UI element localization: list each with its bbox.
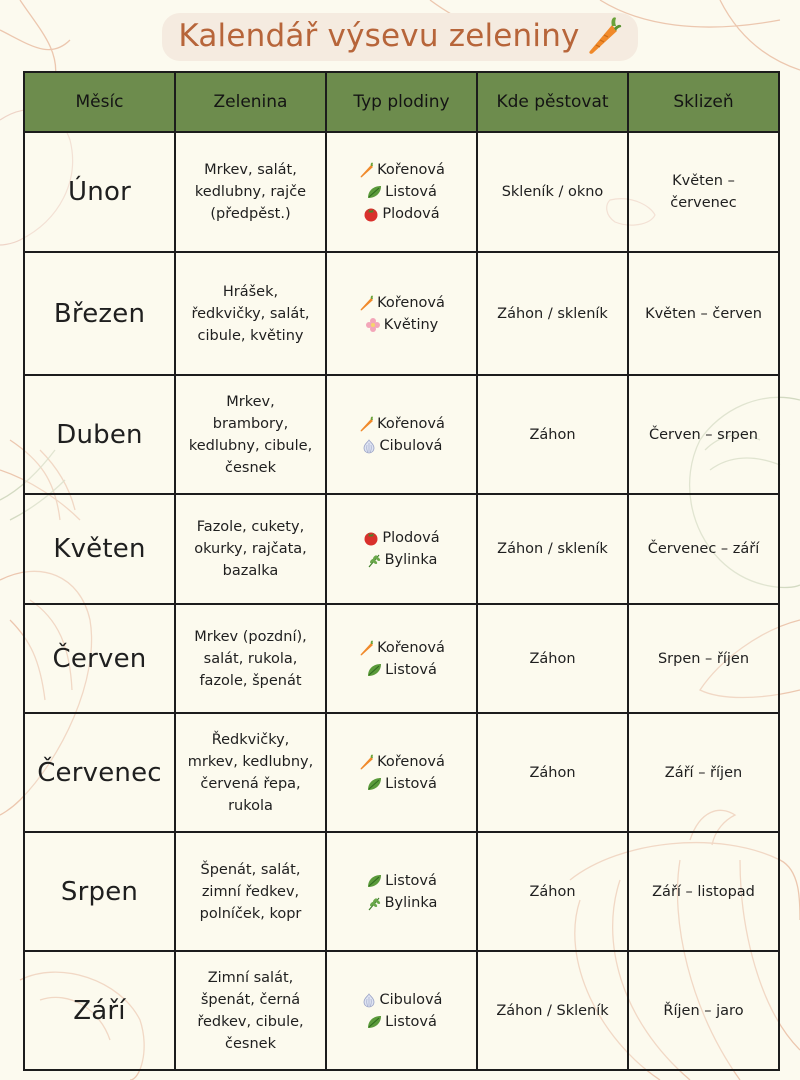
vegetables-line: kedlubny, cibule, <box>188 437 313 454</box>
crop-type-label: Květiny <box>383 316 439 333</box>
crop-type-korenova <box>333 413 470 435</box>
vegetables-line: (předpěst.) <box>210 206 291 222</box>
crop-type-cell <box>326 951 477 1070</box>
harvest-line: Červen – srpen <box>649 426 758 443</box>
crop-type-cell <box>326 375 477 494</box>
crop-type-cibulova <box>333 435 470 457</box>
leaf-icon <box>366 776 382 792</box>
crop-type-korenova <box>333 159 470 181</box>
table-body <box>24 132 779 1070</box>
crop-type-listova <box>333 659 470 681</box>
month-cell: Květen <box>24 494 175 604</box>
crop-type-listova <box>333 181 470 203</box>
month-cell: Duben <box>24 375 175 494</box>
vegetables-line: Ředkvičky, <box>211 731 290 748</box>
vegetables-line: cibule, květiny <box>197 327 304 344</box>
tomato-icon <box>363 206 379 222</box>
harvest-cell <box>628 132 779 252</box>
crop-type-cell <box>326 132 477 252</box>
carrot-icon <box>358 754 374 770</box>
leaf-icon <box>366 873 382 889</box>
vegetables-line: bazalka <box>222 563 279 579</box>
crop-type-cell <box>326 252 477 375</box>
crop-type-label: Cibulová <box>379 437 443 454</box>
harvest-line: Květen – červen <box>645 305 762 322</box>
harvest-cell <box>628 494 779 604</box>
vegetables-line: Špenát, salát, <box>200 861 301 878</box>
header-crop-type: Typ plodiny <box>326 72 477 132</box>
crop-type-label: Kořenová <box>377 639 445 656</box>
harvest-line: Srpen – říjen <box>657 650 750 667</box>
garlic-icon <box>361 992 377 1008</box>
harvest-cell <box>628 375 779 494</box>
vegetables-cell <box>175 494 326 604</box>
crop-type-cell <box>326 604 477 713</box>
crop-type-label: Kořenová <box>377 294 445 311</box>
vegetables-line: mrkev, kedlubny, <box>187 753 314 770</box>
harvest-line: Květen – <box>672 173 735 189</box>
crop-type-label: Listová <box>385 1013 437 1030</box>
where-to-grow-cell: Záhon / Skleník <box>477 951 628 1070</box>
crop-type-label: Bylinka <box>384 552 438 568</box>
table-row <box>24 832 779 951</box>
table-header-row <box>24 72 779 132</box>
vegetables-line: červená řepa, <box>200 775 301 792</box>
vegetables-cell <box>175 604 326 713</box>
month-cell: Březen <box>24 252 175 375</box>
vegetables-line: brambory, <box>212 415 289 432</box>
crop-type-cell <box>326 713 477 832</box>
tomato-icon <box>363 530 379 546</box>
harvest-line: červenec <box>670 195 737 211</box>
month-cell: Červen <box>24 604 175 713</box>
herb-icon <box>366 552 382 568</box>
vegetables-line: česnek <box>225 459 276 476</box>
header-month: Měsíc <box>24 72 175 132</box>
crop-type-kvetiny <box>333 314 470 336</box>
header-vegetables: Zelenina <box>175 72 326 132</box>
table-row <box>24 132 779 252</box>
vegetables-line: ředkev, cibule, <box>197 1013 304 1030</box>
where-to-grow-cell: Skleník / okno <box>477 132 628 252</box>
harvest-cell <box>628 832 779 951</box>
leaf-icon <box>366 184 382 200</box>
crop-type-korenova <box>333 751 470 773</box>
crop-type-label: Kořenová <box>377 415 445 432</box>
crop-type-cell <box>326 494 477 604</box>
harvest-line: Září – listopad <box>652 883 755 900</box>
vegetables-line: ředkvičky, salát, <box>191 305 310 322</box>
crop-type-bylinka <box>333 892 470 914</box>
vegetables-line: salát, rukola, <box>203 650 298 667</box>
crop-type-label: Plodová <box>382 206 440 222</box>
crop-type-listova <box>333 773 470 795</box>
carrot-icon <box>582 15 622 57</box>
crop-type-label: Listová <box>385 775 437 792</box>
crop-type-korenova <box>333 292 470 314</box>
crop-type-plodova <box>333 203 470 225</box>
month-cell: Únor <box>24 132 175 252</box>
crop-type-label: Bylinka <box>384 894 438 911</box>
herb-icon <box>366 895 382 911</box>
vegetables-line: fazole, špenát <box>199 672 302 689</box>
vegetables-line: Mrkev, <box>226 393 275 410</box>
where-to-grow-cell: Záhon / skleník <box>477 252 628 375</box>
table-row <box>24 494 779 604</box>
table-row <box>24 604 779 713</box>
crop-type-label: Kořenová <box>377 162 445 178</box>
vegetables-line: Zimní salát, <box>207 969 294 986</box>
where-to-grow-cell: Záhon <box>477 375 628 494</box>
vegetables-line: Hrášek, <box>222 283 279 300</box>
crop-type-listova <box>333 870 470 892</box>
harvest-line: Červenec – září <box>647 541 760 557</box>
crop-type-label: Listová <box>385 872 437 889</box>
vegetables-line: polníček, kopr <box>199 905 302 922</box>
leaf-icon <box>366 1014 382 1030</box>
leaf-icon <box>366 662 382 678</box>
vegetables-cell <box>175 713 326 832</box>
title-pill <box>162 13 637 61</box>
vegetables-cell <box>175 951 326 1070</box>
header-where-to-grow: Kde pěstovat <box>477 72 628 132</box>
vegetables-cell <box>175 375 326 494</box>
harvest-cell <box>628 713 779 832</box>
vegetables-line: rukola <box>228 797 273 814</box>
crop-type-label: Listová <box>385 661 437 678</box>
where-to-grow-cell: Záhon / skleník <box>477 494 628 604</box>
crop-type-korenova <box>333 637 470 659</box>
crop-type-label: Listová <box>385 184 437 200</box>
vegetables-line: zimní ředkev, <box>201 883 300 900</box>
table-row <box>24 713 779 832</box>
month-cell: Srpen <box>24 832 175 951</box>
vegetables-cell <box>175 132 326 252</box>
table-row <box>24 252 779 375</box>
carrot-icon <box>358 295 374 311</box>
harvest-cell <box>628 951 779 1070</box>
crop-type-bylinka <box>333 549 470 571</box>
vegetables-line: špenát, černá <box>200 991 301 1008</box>
harvest-line: Září – říjen <box>664 764 743 781</box>
vegetables-line: Mrkev, salát, <box>204 162 297 178</box>
page-title: Kalendář výsevu zeleniny <box>178 18 580 54</box>
flower-icon <box>365 317 381 333</box>
crop-type-label: Cibulová <box>379 991 443 1008</box>
harvest-line: Říjen – jaro <box>663 1002 744 1019</box>
carrot-icon <box>358 416 374 432</box>
garlic-icon <box>361 438 377 454</box>
header-harvest: Sklizeň <box>628 72 779 132</box>
crop-type-label: Plodová <box>382 530 440 546</box>
carrot-icon <box>358 640 374 656</box>
month-cell: Červenec <box>24 713 175 832</box>
crop-type-plodova <box>333 527 470 549</box>
where-to-grow-cell: Záhon <box>477 832 628 951</box>
sowing-calendar-table <box>23 71 780 1071</box>
where-to-grow-cell: Záhon <box>477 713 628 832</box>
vegetables-line: kedlubny, rajče <box>194 184 307 200</box>
vegetables-cell <box>175 832 326 951</box>
vegetables-line: Fazole, cukety, <box>196 519 305 535</box>
vegetables-line: Mrkev (pozdní), <box>194 628 307 645</box>
crop-type-listova <box>333 1011 470 1033</box>
title-area <box>0 10 800 64</box>
vegetables-line: okurky, rajčata, <box>194 541 307 557</box>
where-to-grow-cell: Záhon <box>477 604 628 713</box>
vegetables-cell <box>175 252 326 375</box>
carrot-icon <box>358 162 374 178</box>
table-row <box>24 951 779 1070</box>
vegetables-line: česnek <box>225 1035 276 1052</box>
harvest-cell <box>628 604 779 713</box>
crop-type-cibulova <box>333 989 470 1011</box>
crop-type-cell <box>326 832 477 951</box>
crop-type-label: Kořenová <box>377 753 445 770</box>
month-cell: Září <box>24 951 175 1070</box>
harvest-cell <box>628 252 779 375</box>
table-row <box>24 375 779 494</box>
